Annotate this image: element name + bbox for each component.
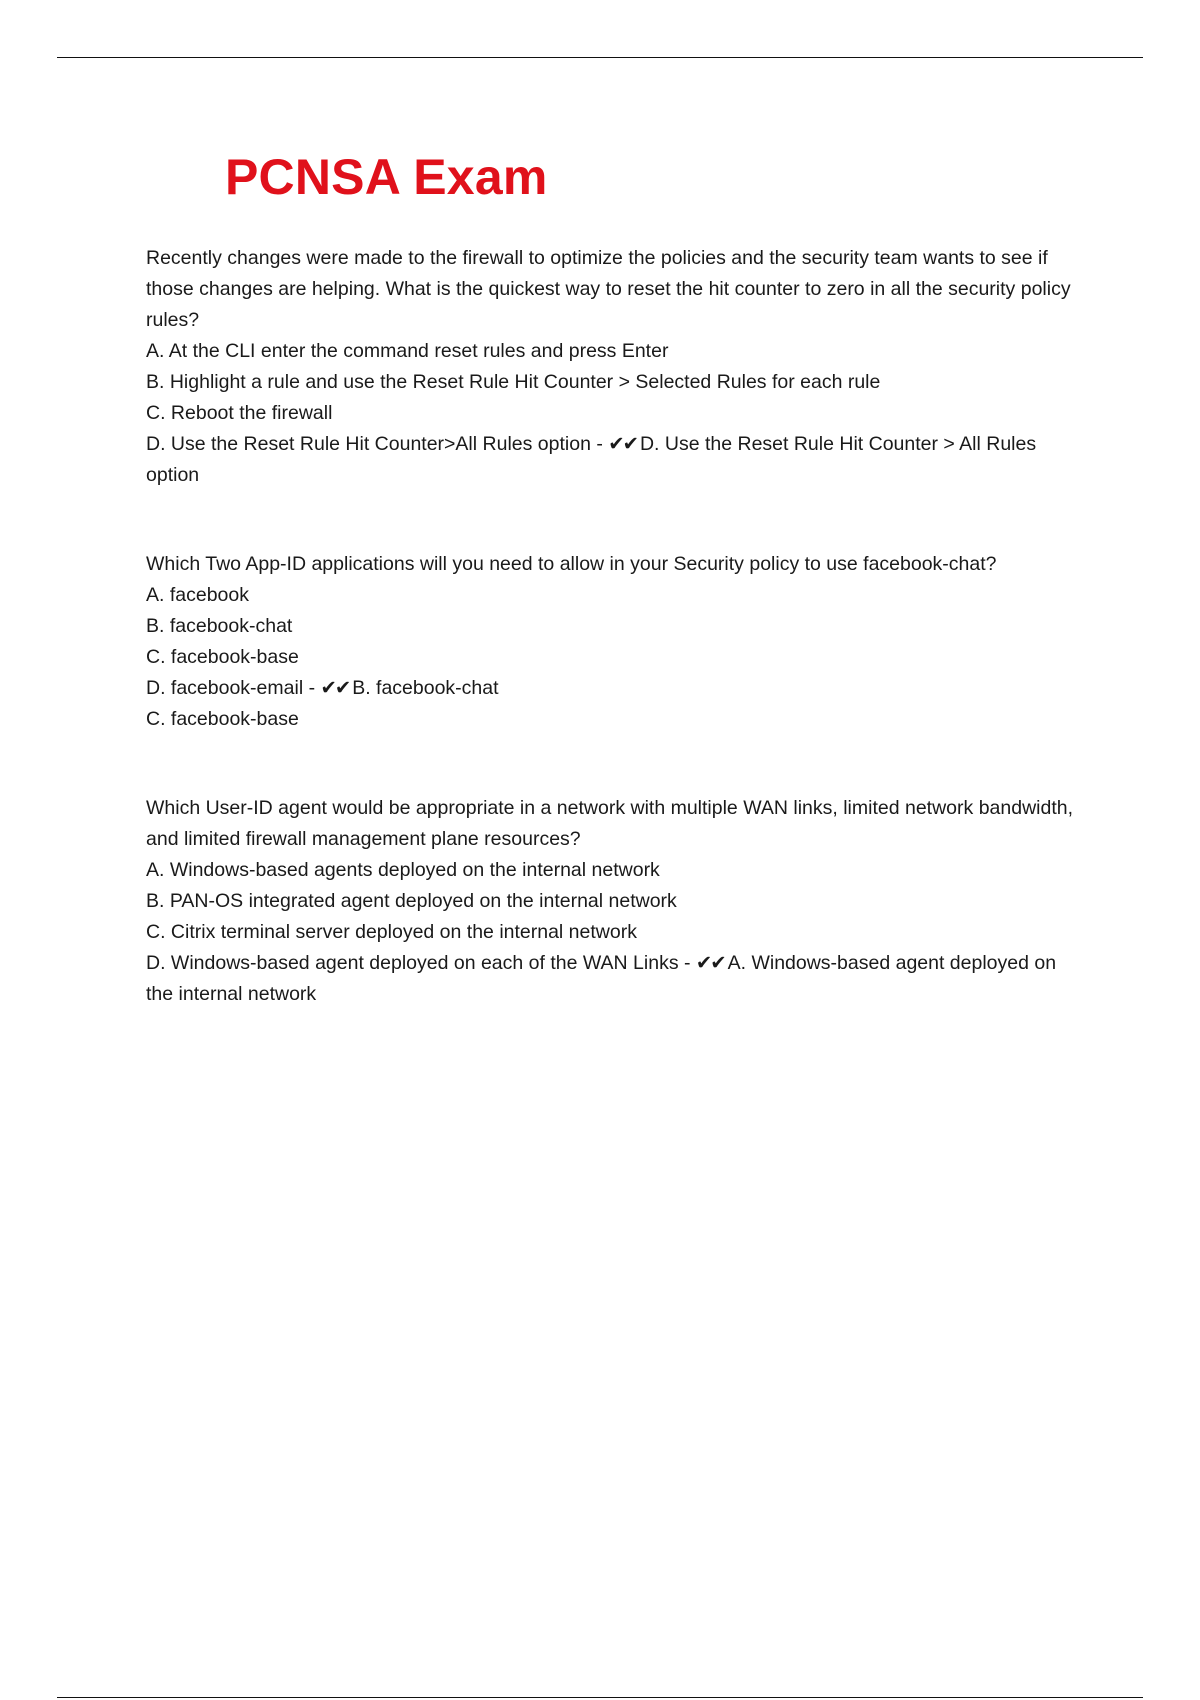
answer-option: B. facebook-chat [146,615,293,637]
answer-option: D. Windows-based agent deployed on each of the WAN Links - [146,952,691,974]
answer-option-with-key [146,429,1081,491]
answer-option: D. Use the Reset Rule Hit Counter>All Rules option - [146,433,603,455]
answer-option: A. facebook [146,584,249,606]
question-text: Which Two App-ID applications will you need to allow in your Security policy to use facebook-chat? [146,553,997,575]
answer-option: C. Citrix terminal server deployed on the internal network [146,921,637,943]
question-text: Recently changes were made to the firewall to optimize the policies and the security team wants to see if those changes are helping. What is the quickest way to reset the hit counter to zero in all the security policy rules? [146,247,1071,331]
answer-option: B. Highlight a rule and use the Reset Rule Hit Counter > Selected Rules for each rule [146,371,881,393]
question-block [146,549,1081,735]
check-icon: ✔✔ [608,433,637,455]
answer-option: C. Reboot the firewall [146,402,333,424]
question-block [146,793,1081,1010]
answer-option-with-key [146,673,1081,704]
check-icon: ✔✔ [320,677,350,699]
answer-option: B. PAN-OS integrated agent deployed on the internal network [146,890,677,912]
top-rule [57,57,1143,58]
question-block [146,243,1081,491]
page-title: PCNSA Exam [225,149,548,205]
answer-option: C. facebook-base [146,646,299,668]
answer-option: A. At the CLI enter the command reset rules and press Enter [146,340,669,362]
document-body [146,243,1081,1010]
correct-answer: B. facebook-chat [352,677,499,699]
bottom-rule [57,1697,1143,1698]
check-icon: ✔✔ [695,952,725,974]
correct-answer: A. Windows-based agent deployed on the internal network [146,952,1057,1005]
answer-option-with-key [146,948,1081,1010]
answer-option: D. facebook-email - [146,677,316,699]
correct-answer: D. Use the Reset Rule Hit Counter > All Rules option [146,433,1037,486]
question-text: Which User-ID agent would be appropriate in a network with multiple WAN links, limited network bandwidth, and limited firewall management plane resources? [146,797,1074,850]
correct-answer: C. facebook-base [146,708,299,730]
answer-option: A. Windows-based agents deployed on the internal network [146,859,660,881]
